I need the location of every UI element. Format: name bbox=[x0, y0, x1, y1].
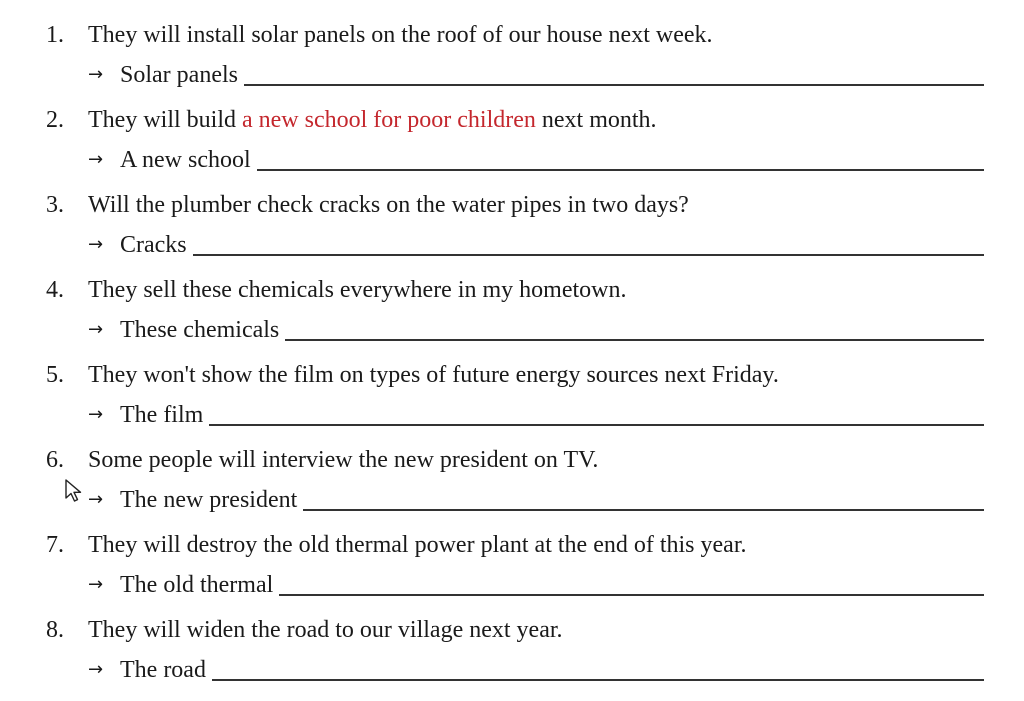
answer-prompt: The new president bbox=[120, 487, 298, 513]
answer-prompt: Cracks bbox=[120, 232, 187, 258]
item-number: 3. bbox=[46, 192, 64, 218]
arrow-icon: → bbox=[88, 149, 104, 170]
answer-line bbox=[88, 230, 984, 260]
answer-blank[interactable] bbox=[193, 232, 984, 256]
arrow-icon: → bbox=[88, 404, 104, 425]
answer-blank[interactable] bbox=[279, 572, 984, 596]
item-number: 5. bbox=[46, 362, 64, 388]
item-sentence: They will build a new school for poor children next month. bbox=[88, 107, 657, 133]
item-sentence: They will install solar panels on the roof of our house next week. bbox=[88, 22, 713, 48]
arrow-icon: → bbox=[88, 319, 104, 340]
exercise-item bbox=[0, 615, 1024, 701]
item-sentence: Will the plumber check cracks on the water pipes in two days? bbox=[88, 192, 689, 218]
answer-blank[interactable] bbox=[244, 62, 984, 86]
answer-line bbox=[88, 400, 984, 430]
answer-blank[interactable] bbox=[285, 317, 984, 341]
answer-line bbox=[88, 145, 984, 175]
item-number: 1. bbox=[46, 22, 64, 48]
answer-prompt: The road bbox=[120, 657, 206, 683]
arrow-icon: → bbox=[88, 234, 104, 255]
exercise-item bbox=[0, 275, 1024, 361]
answer-line bbox=[88, 60, 984, 90]
answer-prompt: A new school bbox=[120, 147, 251, 173]
answer-blank[interactable] bbox=[257, 147, 984, 171]
item-number: 6. bbox=[46, 447, 64, 473]
exercise-item bbox=[0, 105, 1024, 191]
answer-blank[interactable] bbox=[303, 487, 984, 511]
item-number: 4. bbox=[46, 277, 64, 303]
answer-blank[interactable] bbox=[212, 657, 984, 681]
item-sentence: Some people will interview the new president on TV. bbox=[88, 447, 599, 473]
exercise-item bbox=[0, 190, 1024, 276]
exercise-item bbox=[0, 445, 1024, 531]
item-number: 2. bbox=[46, 107, 64, 133]
item-number: 7. bbox=[46, 532, 64, 558]
mouse-pointer-icon bbox=[64, 478, 84, 504]
item-number: 8. bbox=[46, 617, 64, 643]
arrow-icon: → bbox=[88, 574, 104, 595]
arrow-icon: → bbox=[88, 659, 104, 680]
answer-line bbox=[88, 485, 984, 515]
arrow-icon: → bbox=[88, 64, 104, 85]
highlighted-phrase: a new school for poor children bbox=[241, 107, 536, 133]
answer-prompt: The old thermal bbox=[120, 572, 274, 598]
answer-line bbox=[88, 655, 984, 685]
answer-prompt: The film bbox=[120, 402, 204, 428]
answer-prompt: Solar panels bbox=[120, 62, 238, 88]
item-sentence: They sell these chemicals everywhere in my hometown. bbox=[88, 277, 627, 303]
item-sentence: They will destroy the old thermal power plant at the end of this year. bbox=[88, 532, 747, 558]
exercise-item bbox=[0, 20, 1024, 106]
answer-line bbox=[88, 315, 984, 345]
arrow-icon: → bbox=[88, 489, 104, 510]
answer-blank[interactable] bbox=[209, 402, 984, 426]
exercise-item bbox=[0, 530, 1024, 616]
item-sentence: They won't show the film on types of future energy sources next Friday. bbox=[88, 362, 779, 388]
answer-prompt: These chemicals bbox=[120, 317, 280, 343]
item-sentence: They will widen the road to our village next year. bbox=[88, 617, 563, 643]
answer-line bbox=[88, 570, 984, 600]
exercise-item bbox=[0, 360, 1024, 446]
